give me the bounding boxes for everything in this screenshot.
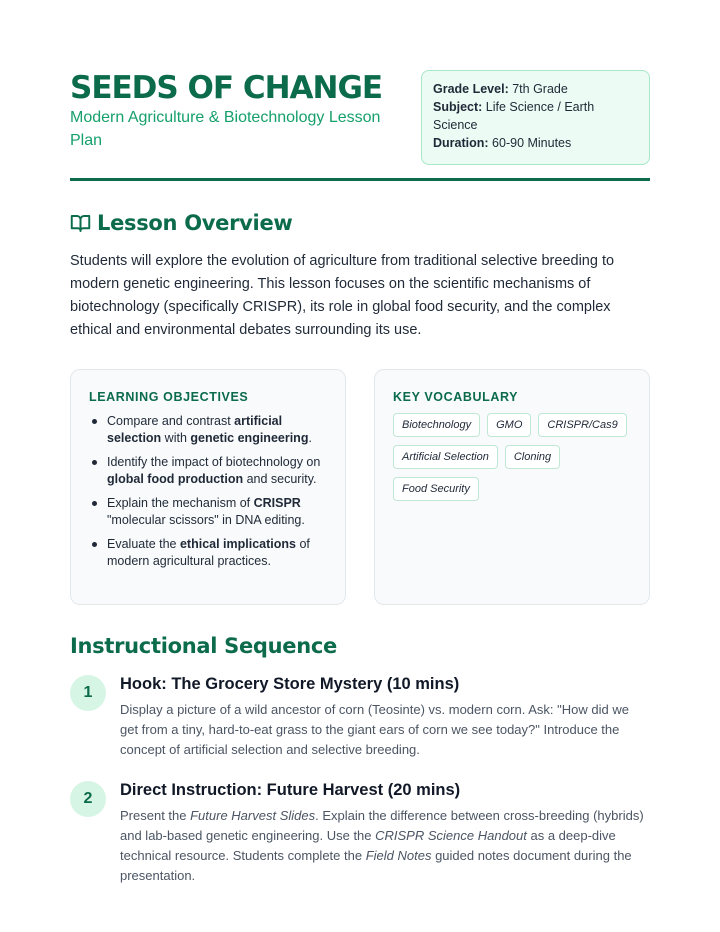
resource-future-harvest-slides: Future Harvest Slides [190,808,316,823]
sequence-step-2 [70,781,650,891]
page-header [70,68,650,178]
objectives-list [89,413,329,577]
lesson-meta-box [421,70,650,165]
vocab-chip-biotechnology: Biotechnology [393,413,480,437]
grade-level-line [433,80,638,98]
lesson-overview-text: Students will explore the evolution of agriculture from traditional selective breeding to modern genetic engineering. This lesson focuses on the scientific mechanisms of biotechnology (specifically CRISPR), its role in global food security, and the complex ethical and environmental debates surrounding its use. [70,253,615,338]
step-description: Display a picture of a wild ancestor of corn (Teosinte) vs. modern corn. Ask: "How did we get from a tiny, hard-to-eat grass to the giant ears of corn we see today?" Introduce the concept of artificial selection and selective breeding. [120,702,629,757]
step-number-badge: 2 [70,781,106,817]
list-item: Explain the mechanism of CRISPR "molecular scissors" in DNA editing. [89,495,329,529]
subject-value: Life Science / Earth Science [433,100,595,132]
sequence-step-1 [70,675,650,765]
header-divider [70,178,650,181]
page-subtitle: Modern Agriculture & Biotechnology Lesson Plan [70,109,381,149]
vocab-chip-food-security: Food Security [393,477,479,501]
list-item: Compare and contrast artificial selection with genetic engineering. [89,413,329,447]
key-vocabulary-card [374,369,650,605]
step-title: Direct Instruction: Future Harvest (20 mins) [120,781,461,799]
instructional-sequence-heading: Instructional Sequence [70,634,337,658]
key-vocabulary-heading: KEY VOCABULARY [393,390,519,404]
vocab-chip-gmo: GMO [487,413,531,437]
vocab-chip-crispr: CRISPR/Cas9 [538,413,626,437]
grade-level-value: 7th Grade [512,82,568,96]
step-description: Present the Future Harvest Slides. Explain the difference between cross-breeding (hybrids) and lab-based genetic engineering. Use the CRISPR Science Handout as a deep-dive technical resource. Students complete the Field Notes guided notes document during the presentation. [120,808,644,883]
step-number-badge: 1 [70,675,106,711]
lesson-overview-title: Lesson Overview [97,211,293,235]
open-book-icon [70,213,91,237]
step-title: Hook: The Grocery Store Mystery (10 mins) [120,675,460,693]
duration-value: 60-90 Minutes [492,136,572,150]
page-title: SEEDS OF CHANGE [70,70,383,106]
vocabulary-chips [393,413,638,501]
subject-label: Subject: [433,100,483,114]
learning-objectives-heading: LEARNING OBJECTIVES [89,390,249,404]
duration-label: Duration: [433,136,489,150]
list-item: Evaluate the ethical implications of modern agricultural practices. [89,536,329,570]
resource-crispr-handout: CRISPR Science Handout [375,828,527,843]
list-item: Identify the impact of biotechnology on global food production and security. [89,454,329,488]
lesson-overview-heading [70,211,292,237]
subject-line [433,98,638,134]
vocab-chip-artificial-selection: Artificial Selection [393,445,498,469]
grade-level-label: Grade Level: [433,82,509,96]
learning-objectives-card [70,369,346,605]
vocab-chip-cloning: Cloning [505,445,560,469]
duration-line [433,134,638,152]
resource-field-notes: Field Notes [365,848,432,863]
